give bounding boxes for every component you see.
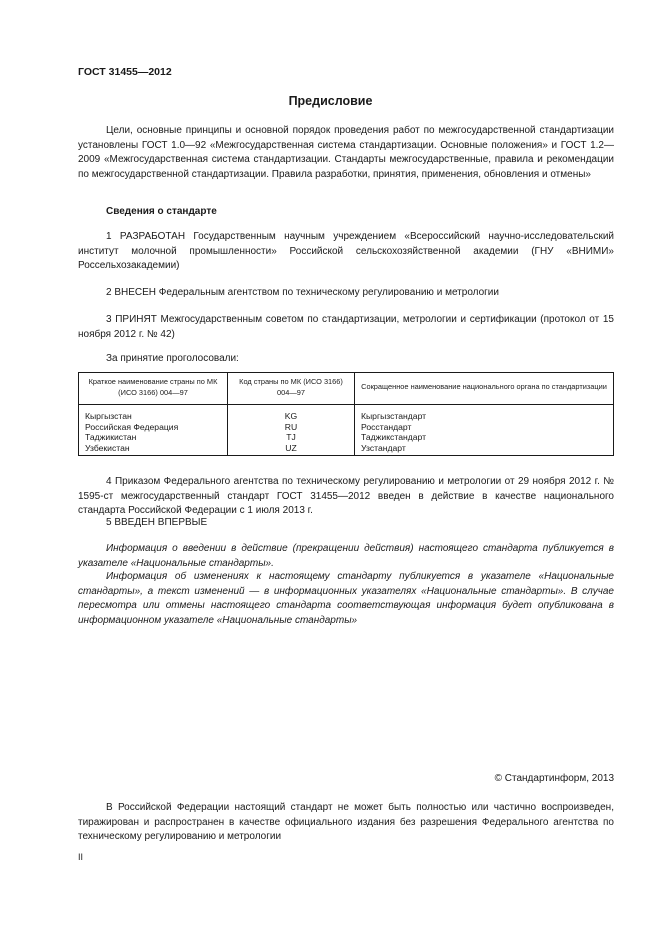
voted-label: За принятие проголосовали: <box>106 353 239 364</box>
table-header-row <box>79 373 614 405</box>
item-order: 4 Приказом Федерального агентства по техническому регулированию и метрологии от 29 ноября 2012 г. № 1595-ст межгосударственный стандарт ГОСТ 31455—2012 введен в действие в качестве национального стандарта Российской Федерации с 1 июля 2013 г. <box>78 476 614 517</box>
table-cell-code: RU <box>228 422 355 433</box>
table-cell-body: Таджикстандарт <box>355 432 614 443</box>
table-cell-code: KG <box>228 405 355 422</box>
copyright: © Стандартинформ, 2013 <box>494 773 614 784</box>
table-cell-country: Кыргызстан <box>79 405 228 422</box>
table-row <box>79 405 614 422</box>
table-cell-country: Узбекистан <box>79 443 228 456</box>
vote-table-wrapper <box>78 372 614 456</box>
item-adopted: 3 ПРИНЯТ Межгосударственным советом по стандартизации, метрологии и сертификации (протокол от 15 ноября 2012 г. № 42) <box>78 314 614 340</box>
table-cell-body: Росстандарт <box>355 422 614 433</box>
info-paragraph-1: Информация о введении в действие (прекращении действия) настоящего стандарта публикуется в указателе «Национальные стандарты». <box>78 543 614 569</box>
document-code: ГОСТ 31455—2012 <box>78 66 172 78</box>
table-cell-country: Таджикистан <box>79 432 228 443</box>
table-cell-body: Кыргызстандарт <box>355 405 614 422</box>
table-cell-country: Российская Федерация <box>79 422 228 433</box>
item-developed: 1 РАЗРАБОТАН Государственным научным учреждением «Всероссийский научно-исследовательский институт молочной промышленности» Российской сельскохозяйственной академии (ГНУ «ВНИМИ» Россельхозакадемии) <box>78 231 614 272</box>
table-cell-body: Узстандарт <box>355 443 614 456</box>
item-first: 5 ВВЕДЕН ВПЕРВЫЕ <box>106 517 208 528</box>
page-title: Предисловие <box>288 94 373 108</box>
item-introduced: 2 ВНЕСЕН Федеральным агентством по техническому регулированию и метрологии <box>106 287 499 298</box>
table-cell-code: UZ <box>228 443 355 456</box>
column-header-body: Сокращенное наименование национального органа по стандартизации <box>355 373 614 405</box>
section-heading: Сведения о стандарте <box>106 206 217 217</box>
table-row <box>79 432 614 443</box>
table-cell-code: TJ <box>228 432 355 443</box>
vote-table <box>78 372 614 456</box>
column-header-code: Код страны по МК (ИСО 3166) 004—97 <box>228 373 355 405</box>
rights-paragraph: В Российской Федерации настоящий стандарт не может быть полностью или частично воспроизведен, тиражирован и распространен в качестве официального издания без разрешения Федерального агентства по техническому регулированию и метрологии <box>78 802 614 843</box>
column-header-country: Краткое наименование страны по МК (ИСО 3166) 004—97 <box>79 373 228 405</box>
intro-paragraph: Цели, основные принципы и основной порядок проведения работ по межгосударственной стандартизации установлены ГОСТ 1.0—92 «Межгосударственная система стандартизации. Основные положения» и ГОСТ 1.2—2009 «Межгосударственная система стандартизации. Стандарты межгосударственные, правила и рекомендации по межгосударственной стандартизации. Правила разработки, принятия, применения, обновления и отмены» <box>78 125 614 180</box>
table-row <box>79 422 614 433</box>
info-paragraph-2: Информация об изменениях к настоящему стандарту публикуется в указателе «Национальные стандарты», а текст изменений — в информационных указателях «Национальные стандарты». В случае пересмотра или отмены настоящего стандарта соответствующая информация будет опубликована в информационном указателе «Национальные стандарты» <box>78 571 614 626</box>
page-number: II <box>78 852 84 862</box>
table-row <box>79 443 614 456</box>
